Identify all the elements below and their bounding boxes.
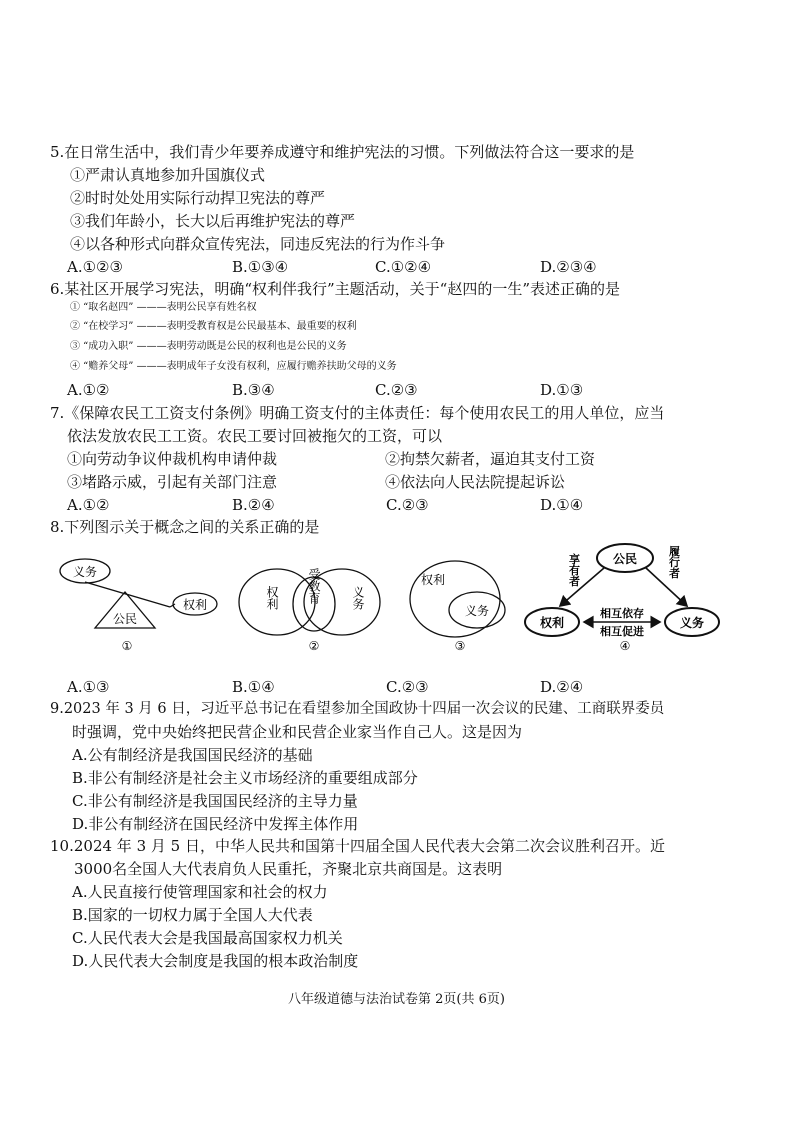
q8-option-d: D.②④ <box>540 678 584 696</box>
q9-option-d: D.非公有制经济在国民经济中发挥主体作用 <box>72 815 359 833</box>
diagram-2-right-label: 义务 <box>351 586 365 610</box>
diagram-1 <box>55 552 225 657</box>
q10-option-c: C.人民代表大会是我国最高国家权力机关 <box>72 929 343 947</box>
q6-item-3: ③ “成功入职” ———表明劳动既是公民的权利也是公民的义务 <box>70 341 347 352</box>
diagram-4-left-arrow-label: 享有者 <box>567 553 581 587</box>
diagram-3-inner-label: 义务 <box>464 604 490 618</box>
diagram-1-citizen-label: 公民 <box>112 612 138 626</box>
q5-item-4: ④以各种形式向群众宣传宪法，同违反宪法的行为作斗争 <box>70 235 446 253</box>
diagram-4-right-label: 义务 <box>679 616 705 630</box>
diagram-2 <box>232 552 392 657</box>
q7-option-b: B.②④ <box>232 496 275 514</box>
diagram-2-number: ② <box>308 639 320 653</box>
q9-option-b: B.非公有制经济是社会主义市场经济的重要组成部分 <box>72 769 418 787</box>
q7-option-c: C.②③ <box>386 496 429 514</box>
diagram-1-duty-label: 义务 <box>72 565 98 579</box>
diagram-4-number: ④ <box>619 639 631 653</box>
q7-item-2: ②拘禁欠薪者，逼迫其支付工资 <box>385 450 596 468</box>
q7-item-1: ①向劳动争议仲裁机构申请仲裁 <box>67 450 278 468</box>
q6-option-b: B.③④ <box>232 381 275 399</box>
diagram-4-left-label: 权利 <box>539 616 565 630</box>
q10-option-d: D.人民代表大会制度是我国的根本政治制度 <box>72 952 359 970</box>
q6-stem: 6.某社区开展学习宪法，明确“权利伴我行”主题活动，关于“赵四的一生”表述正确的是 <box>50 280 620 298</box>
q6-item-4: ④ “赡养父母” ———表明成年子女没有权利，应履行赡养扶助父母的义务 <box>70 361 397 372</box>
diagram-2-center-label: 受教育 <box>307 568 321 604</box>
q5-item-3: ③我们年龄小，长大以后再维护宪法的尊严 <box>70 212 356 230</box>
q9-option-c: C.非公有制经济是我国国民经济的主导力量 <box>72 792 358 810</box>
q9-stem-line-1: 9.2023 年 3 月 6 日，习近平总书记在看望参加全国政协十四届一次会议的民建、工商联界委员 <box>50 701 665 717</box>
q6-option-d: D.①③ <box>540 381 584 399</box>
page-footer: 八年级道德与法治试卷第 2页(共 6页) <box>288 992 505 1007</box>
diagram-4-mid-label-2: 相互促进 <box>600 625 644 638</box>
diagram-1-right-label: 权利 <box>182 598 208 612</box>
q5-option-d: D.②③④ <box>540 258 597 276</box>
diagram-4-right-arrow-label: 履行者 <box>667 545 681 579</box>
q10-option-b: B.国家的一切权力属于全国人大代表 <box>72 906 313 924</box>
q7-stem-line-1: 7.《保障农民工工资支付条例》明确工资支付的主体责任：每个使用农民工的用人单位，应当 <box>50 404 665 422</box>
q8-option-c: C.②③ <box>386 678 429 696</box>
q5-stem: 5.在日常生活中，我们青少年要养成遵守和维护宪法的习惯。下列做法符合这一要求的是 <box>50 143 635 161</box>
diagram-3 <box>405 552 515 657</box>
q8-stem: 8.下列图示关于概念之间的关系正确的是 <box>50 518 320 536</box>
q10-stem-line-1: 10.2024 年 3 月 5 日，中华人民共和国第十四届全国人民代表大会第二次会议胜利召开。近 <box>50 837 665 855</box>
q8-option-a: A.①③ <box>67 678 110 696</box>
diagram-1-number: ① <box>121 639 133 653</box>
diagram-4 <box>522 540 727 655</box>
diagram-2-left-label: 权利 <box>265 586 279 610</box>
diagram-4-right-arrow <box>646 568 687 606</box>
q5-option-c: C.①②④ <box>375 258 432 276</box>
q9-option-a: A.公有制经济是我国国民经济的基础 <box>72 746 313 764</box>
q7-item-3: ③堵路示威，引起有关部门注意 <box>67 473 278 491</box>
diagram-4-mid-label-1: 相互依存 <box>600 607 644 620</box>
q9-stem-line-2: 时强调，党中央始终把民营企业和民营企业家当作自己人。这是因为 <box>72 723 523 741</box>
q6-option-c: C.②③ <box>375 381 418 399</box>
diagram-4-citizen-label: 公民 <box>612 552 638 566</box>
q10-option-a: A.人民直接行使管理国家和社会的权力 <box>72 883 328 901</box>
q7-stem-line-2: 依法发放农民工工资。农民工要讨回被拖欠的工资，可以 <box>67 427 443 445</box>
diagram-3-number: ③ <box>454 639 466 653</box>
q6-option-a: A.①② <box>67 381 110 399</box>
q6-item-2: ② “在校学习” ———表明受教育权是公民最基本、最重要的权利 <box>70 321 357 332</box>
diagram-3-outer-label: 权利 <box>420 573 446 587</box>
q5-item-2: ②时时处处用实际行动捍卫宪法的尊严 <box>70 189 326 207</box>
q8-option-b: B.①④ <box>232 678 275 696</box>
q5-option-a: A.①②③ <box>67 258 123 276</box>
q10-stem-line-2: 3000名全国人大代表肩负人民重托，齐聚北京共商国是。这表明 <box>74 860 503 878</box>
q5-item-1: ①严肃认真地参加升国旗仪式 <box>70 166 266 184</box>
q6-item-1: ① “取名赵四” ———表明公民享有姓名权 <box>70 302 257 313</box>
q5-option-b: B.①③④ <box>232 258 289 276</box>
q7-option-d: D.①④ <box>540 496 584 514</box>
q7-option-a: A.①② <box>67 496 110 514</box>
q7-item-4: ④依法向人民法院提起诉讼 <box>385 473 566 491</box>
